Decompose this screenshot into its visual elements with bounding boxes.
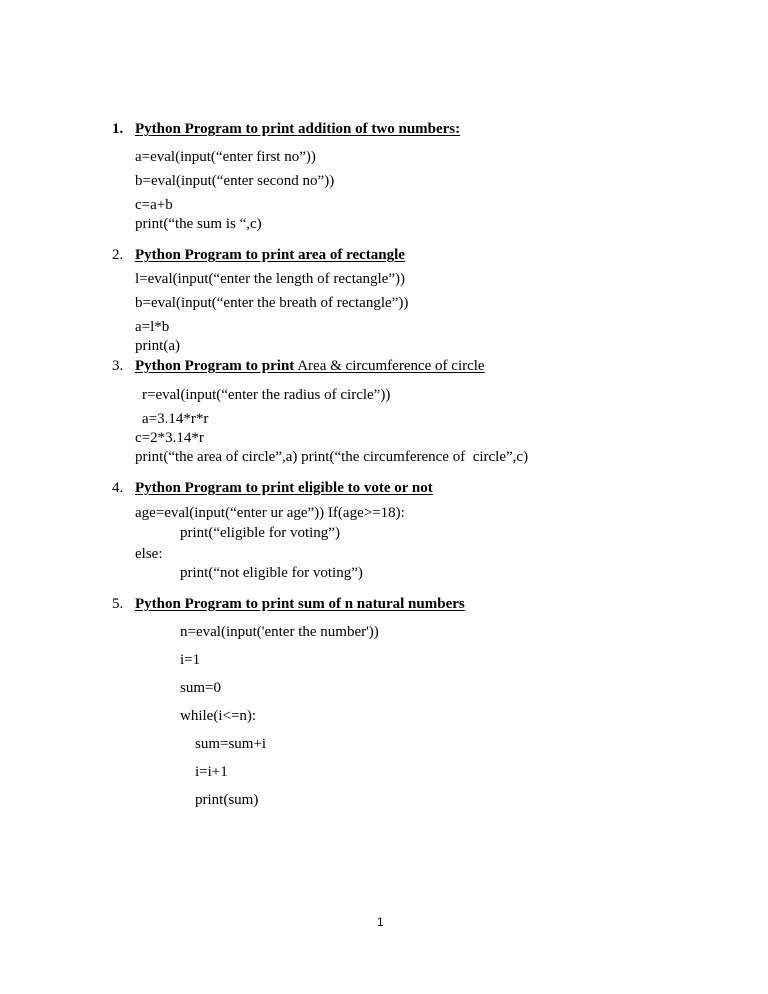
code-line: print(sum) [195,792,259,808]
code-line: print(“the sum is “,c) [135,216,262,232]
code-line: a=3.14*r*r [142,411,209,427]
code-line: n=eval(input('enter the number')) [180,624,379,640]
code-line: print(“the area of circle”,a) print(“the circumference of circle”,c) [135,449,529,465]
code-line: while(i<=n): [180,708,257,724]
section-number: 4. [112,480,124,496]
code-line: else: [135,546,163,562]
code-line: b=eval(input(“enter second no”)) [135,173,335,189]
section-number: 5. [112,596,124,612]
section-heading: Python Program to print eligible to vote or not [135,480,433,496]
code-line: l=eval(input(“enter the length of rectangle”)) [135,271,405,287]
section-heading-bold: Python Program to print [135,358,295,374]
code-line: b=eval(input(“enter the breath of rectangle”)) [135,295,409,311]
section-heading-plain: Area & circumference of circle [294,358,485,374]
code-line: print(“eligible for voting”) [180,525,340,541]
section-number: 3. [112,358,124,374]
code-line: a=eval(input(“enter first no”)) [135,149,316,165]
code-line: print(a) [135,338,180,354]
section-heading: Python Program to print sum of n natural numbers [135,596,465,612]
code-line: i=1 [180,652,201,668]
code-line: c=a+b [135,197,173,213]
code-line: r=eval(input(“enter the radius of circle”)) [142,387,391,403]
section-heading: Python Program to print addition of two numbers: [135,121,461,137]
section-heading: Python Program to print area of rectangle [135,247,405,263]
page-number: 1 [377,915,384,929]
code-line: print(“not eligible for voting”) [180,565,363,581]
code-line: a=l*b [135,319,170,335]
code-line: c=2*3.14*r [135,430,204,446]
section-number: 2. [112,247,124,263]
section-number: 1. [112,121,124,137]
code-line: sum=0 [180,680,221,696]
code-line: sum=sum+i [195,736,267,752]
section-heading [135,357,485,375]
code-line: i=i+1 [195,764,228,780]
code-line: age=eval(input(“enter ur age”)) If(age>=18): [135,505,405,521]
